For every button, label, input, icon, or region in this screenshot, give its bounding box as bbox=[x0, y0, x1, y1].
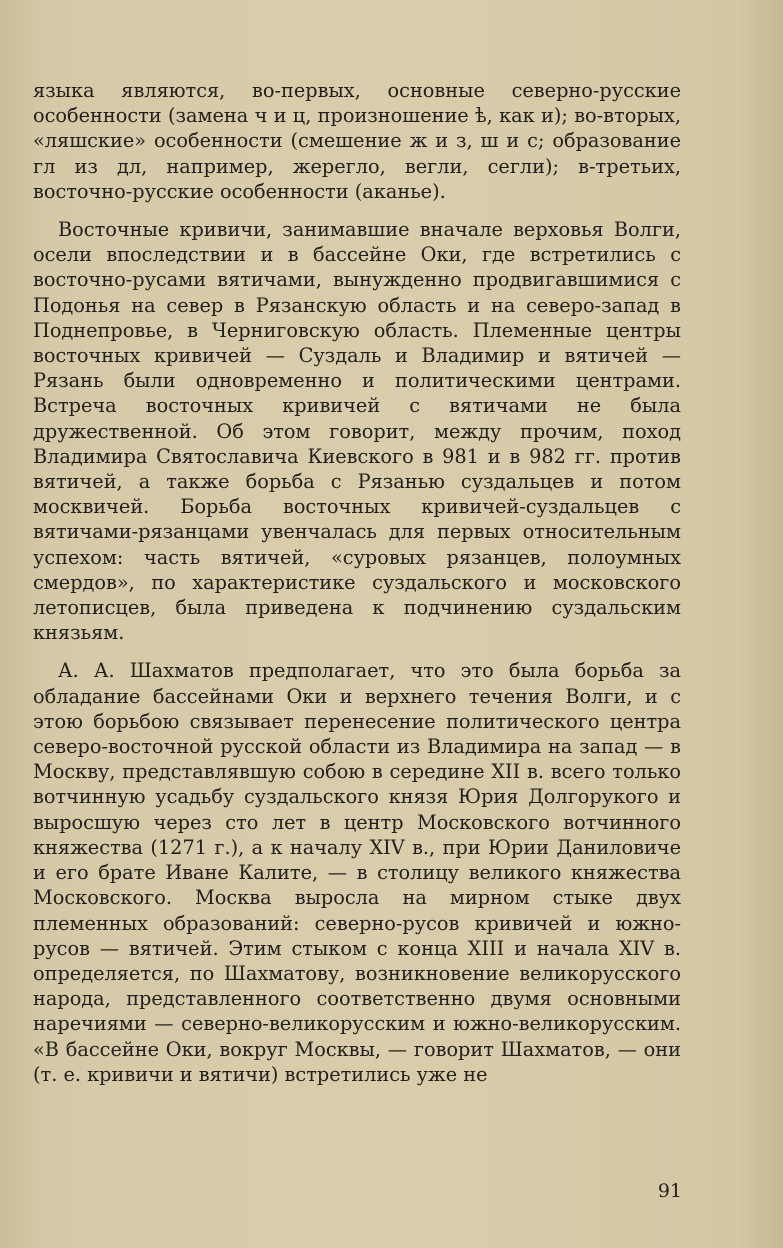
page-number: 91 bbox=[657, 1180, 682, 1202]
paragraph-3: А. А. Шахматов предполагает, что это была борьба за обладание бассейнами Оки и верхнего течения Волги, и с этою борьбою связывает перенесение политического центра северо-восточной русской области из Владимира на запад — в Москву, представлявшую собою в середине XII в. всего только вотчинную усадьбу суздальского князя Юрия Долгорукого и выросшую через сто лет в центр Московского вотчинного княжества (1271 г.), а к началу XIV в., при Юрии Даниловиче и его брате Иване Калите, — в столицу великого княжества Московского. Москва выросла на мирном стыке двух племенных образований: северно-русов кривичей и южно-русов — вятичей. Этим стыком с конца XIII и начала XIV в. определяется, по Шахматову, возникновение великорусского народа, представленного соответственно двумя основными наречиями — северно-великорусским и южно-великорусским. «В бассейне Оки, вокруг Москвы, — говорит Шахматов, — они (т. е. кривичи и вятичи) встретились уже не bbox=[33, 659, 681, 1086]
body-text bbox=[33, 78, 681, 1100]
paragraph-1: языка являются, во-первых, основные северно-русские особенности (замена ч и ц, произношение ѣ, как и); во-вторых, «ляшские» особенности (смешение ж и з, ш и с; образование гл из дл, например, жерегло, вегли, сегли); в-третьих, восточно-русские особенности (аканье). bbox=[33, 79, 681, 203]
paragraph-2: Восточные кривичи, занимавшие вначале верховья Волги, осели впоследствии и в бассейне Оки, где встретились с восточно-русами вятичами, вынужденно продвигавшимися с Подонья на север в Рязанскую область и на северо-запад в Поднепровье, в Черниговскую область. Племенные центры восточных кривичей — Суздаль и Владимир и вятичей — Рязань были одновременно и политическими центрами. Встреча восточных кривичей с вятичами не была дружественной. Об этом говорит, между прочим, поход Владимира Святославича Киевского в 981 и в 982 гг. против вятичей, а также борьба с Рязанью суздальцев и потом москвичей. Борьба восточных кривичей-суздальцев с вятичами-рязанцами увенчалась для первых относительным успехом: часть вятичей, «суровых рязанцев, полоумных смердов», по характеристике суздальского и московского летописцев, была приведена к подчинению суздальским князьям. bbox=[33, 218, 681, 645]
